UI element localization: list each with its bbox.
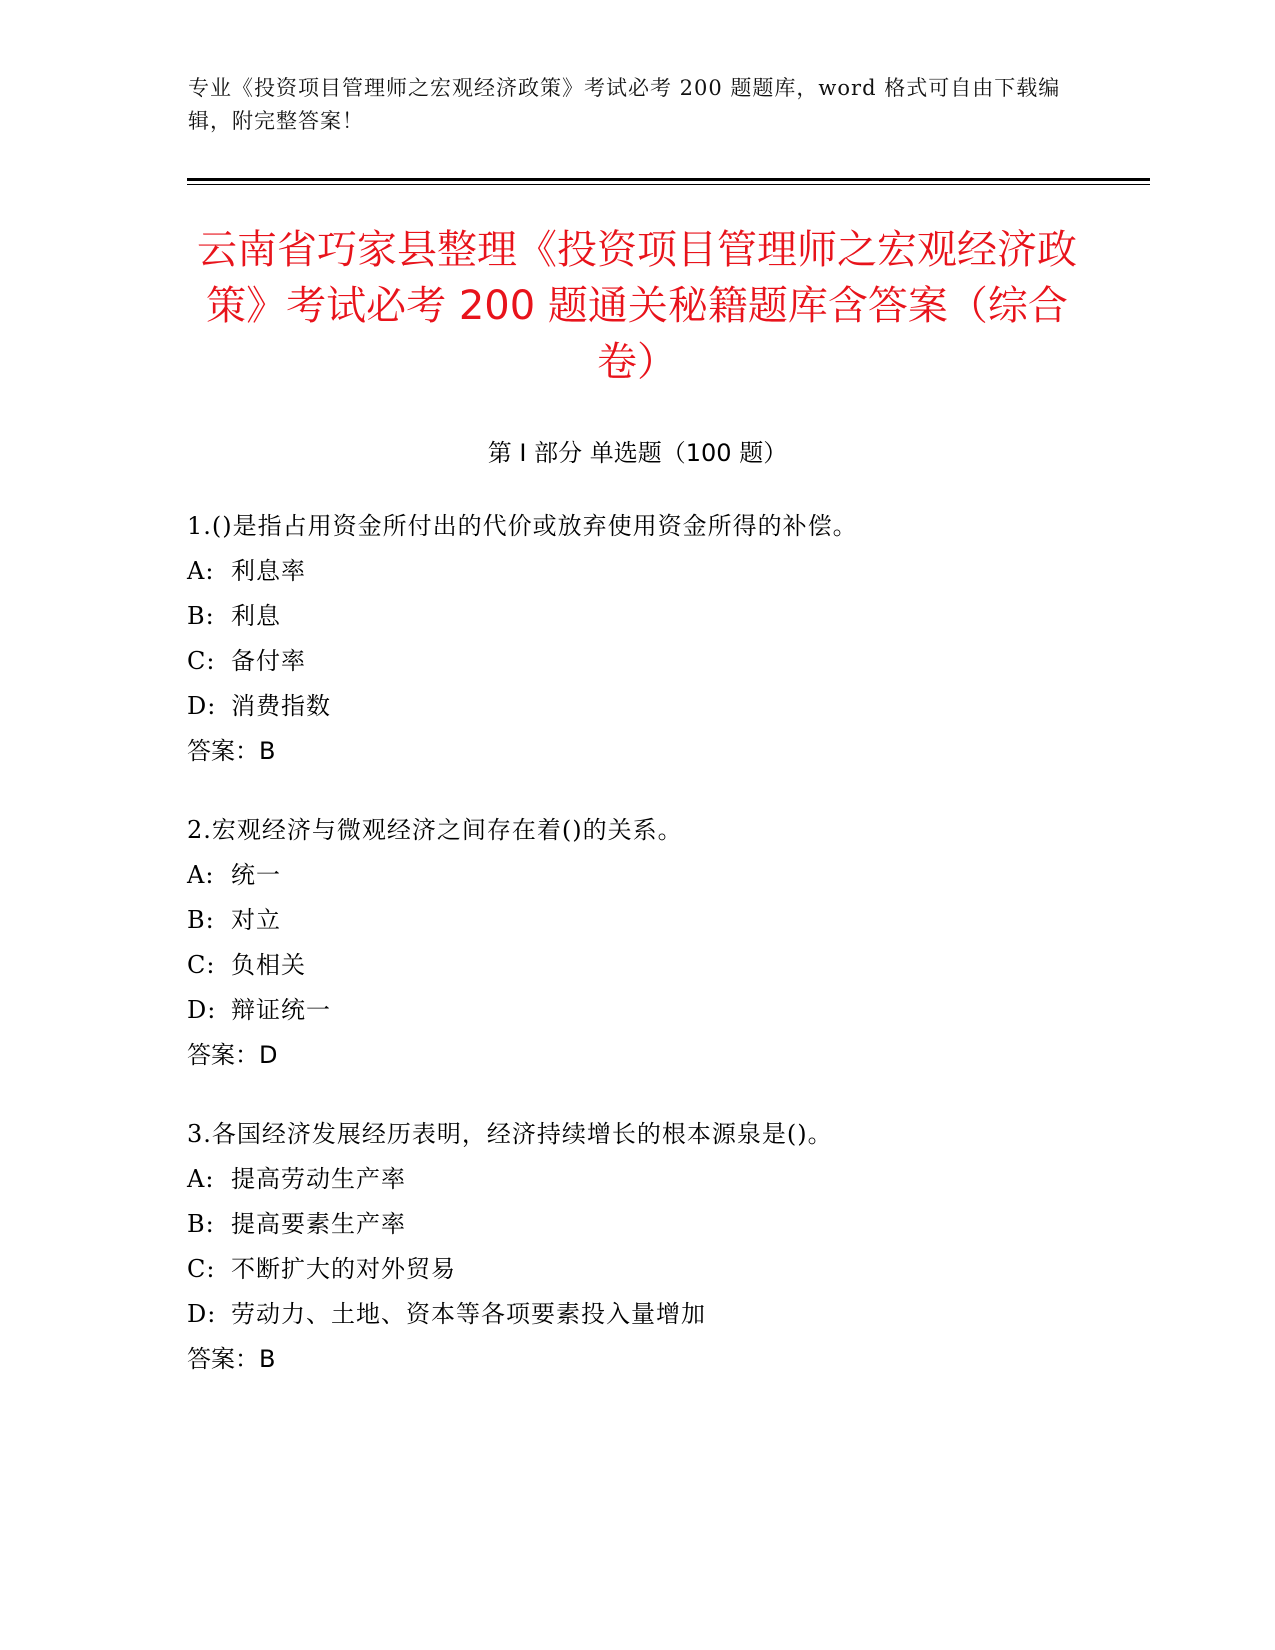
option-letter: D: bbox=[187, 996, 217, 1024]
document-title: 云南省巧家县整理《投资项目管理师之宏观经济政策》考试必考 200 题通关秘籍题库含答案（综合卷） bbox=[197, 227, 1077, 385]
question-2 bbox=[187, 808, 1187, 1078]
header-note: 专业《投资项目管理师之宏观经济政策》考试必考 200 题题库，word 格式可自由下载编辑，附完整答案！ bbox=[188, 76, 1061, 133]
option-c bbox=[187, 1247, 1187, 1292]
option-c bbox=[187, 639, 1187, 684]
option-letter: B: bbox=[187, 602, 215, 630]
option-letter: D: bbox=[187, 1300, 217, 1328]
option-letter: C: bbox=[187, 1255, 216, 1283]
option-text: 不断扩大的对外贸易 bbox=[231, 1255, 456, 1283]
option-text: 提高劳动生产率 bbox=[231, 1165, 406, 1193]
option-letter: A: bbox=[187, 557, 215, 585]
option-letter: D: bbox=[187, 692, 217, 720]
header-rule-thin bbox=[187, 184, 1150, 185]
option-text: 利息 bbox=[231, 602, 281, 630]
option-text: 统一 bbox=[231, 861, 281, 889]
option-text: 劳动力、土地、资本等各项要素投入量增加 bbox=[231, 1300, 706, 1328]
option-letter: C: bbox=[187, 647, 216, 675]
header-rule-thick bbox=[187, 178, 1150, 181]
answer: 答案：B bbox=[187, 1345, 276, 1373]
option-a bbox=[187, 549, 1187, 594]
option-letter: B: bbox=[187, 906, 215, 934]
question-3 bbox=[187, 1112, 1187, 1382]
option-letter: B: bbox=[187, 1210, 215, 1238]
option-text: 备付率 bbox=[231, 647, 306, 675]
option-a bbox=[187, 1157, 1187, 1202]
option-text: 负相关 bbox=[231, 951, 306, 979]
option-text: 辩证统一 bbox=[231, 996, 331, 1024]
question-stem: 2.宏观经济与微观经济之间存在着()的关系。 bbox=[187, 816, 683, 844]
option-d bbox=[187, 684, 1187, 729]
question-stem: 3.各国经济发展经历表明，经济持续增长的根本源泉是()。 bbox=[187, 1120, 833, 1148]
option-text: 消费指数 bbox=[231, 692, 331, 720]
option-b bbox=[187, 594, 1187, 639]
option-letter: A: bbox=[187, 1165, 215, 1193]
option-d bbox=[187, 988, 1187, 1033]
option-text: 对立 bbox=[231, 906, 281, 934]
option-b bbox=[187, 1202, 1187, 1247]
answer: 答案：B bbox=[187, 737, 276, 765]
option-a bbox=[187, 853, 1187, 898]
option-c bbox=[187, 943, 1187, 988]
option-d bbox=[187, 1292, 1187, 1337]
option-letter: C: bbox=[187, 951, 216, 979]
option-text: 提高要素生产率 bbox=[231, 1210, 406, 1238]
option-letter: A: bbox=[187, 861, 215, 889]
option-text: 利息率 bbox=[231, 557, 306, 585]
question-stem: 1.()是指占用资金所付出的代价或放弃使用资金所得的补偿。 bbox=[187, 512, 858, 540]
section-title: 第 I 部分 单选题（100 题） bbox=[487, 439, 788, 467]
option-b bbox=[187, 898, 1187, 943]
question-1 bbox=[187, 504, 1187, 774]
answer: 答案：D bbox=[187, 1041, 278, 1069]
